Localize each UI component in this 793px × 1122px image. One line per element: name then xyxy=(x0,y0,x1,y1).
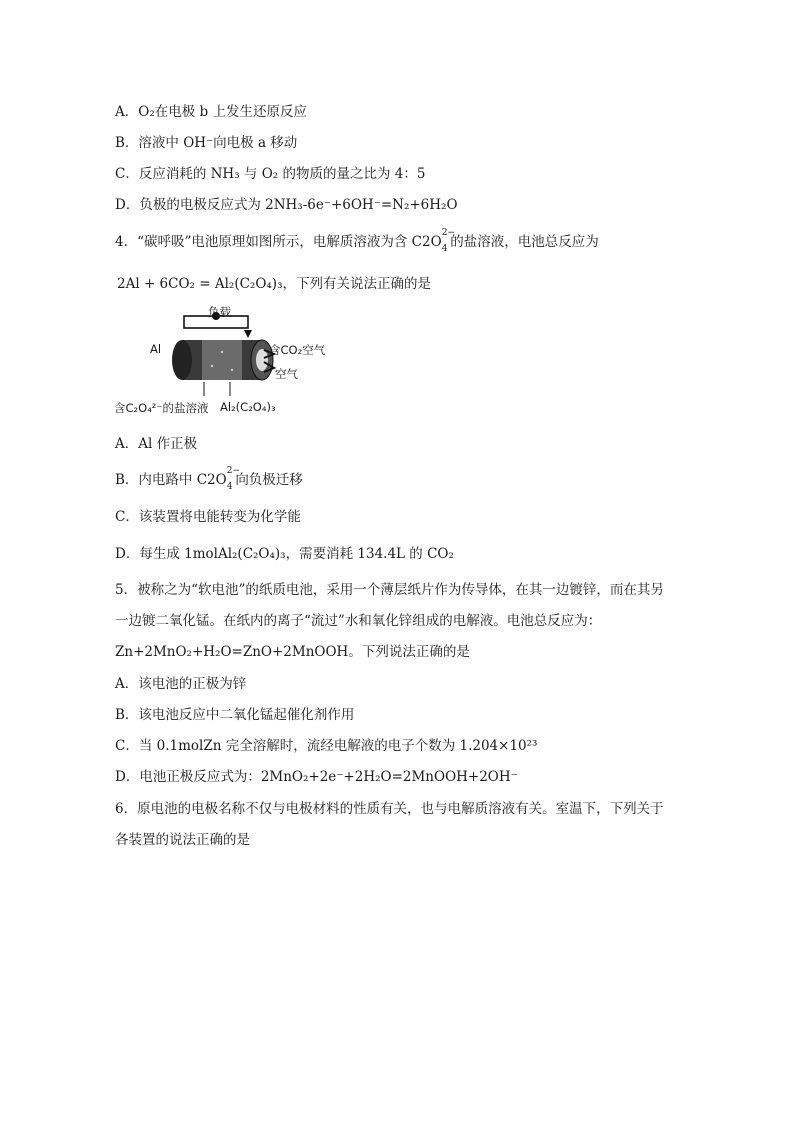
q3-option-a: A．O₂在电极 b 上发生还原反应 xyxy=(115,104,307,120)
q3-option-d: D．负极的电极反应式为 2NH₃-6e⁻+6OH⁻=N₂+6H₂O xyxy=(115,197,458,213)
al-label: Al xyxy=(150,342,162,356)
particle-dot xyxy=(221,351,223,353)
q4-stem-part3: ，下列有关说法正确的是 xyxy=(282,276,431,292)
q4-option-c: C．该装置将电能转变为化学能 xyxy=(115,509,301,525)
al-electrode-end xyxy=(172,340,192,380)
q4-option-b-part1: B．内电路中 C xyxy=(115,472,208,488)
particle-dot xyxy=(211,365,213,367)
q4-option-b-part2: 向负极迁移 xyxy=(235,472,303,488)
q3-option-b: B．溶液中 OH⁻向电极 a 移动 xyxy=(115,135,298,151)
q4-equation-line xyxy=(117,274,431,294)
load-label: 负载 xyxy=(208,305,231,319)
q4-equation: 2Al + 6CO₂ = Al₂(C₂O₄)₃ xyxy=(117,276,283,292)
q5-option-c: C．当 0.1molZn 完全溶解时，流经电解液的电子个数为 1.204×10²³ xyxy=(115,738,538,754)
q4-option-a: A．Al 作正极 xyxy=(115,436,198,452)
battery-middle xyxy=(202,340,242,380)
battery-diagram xyxy=(112,304,372,416)
q5-option-b: B．该电池反应中二氧化锰起催化剂作用 xyxy=(115,707,355,723)
particle-dot xyxy=(231,369,233,371)
q4-option-b xyxy=(115,466,303,492)
oxalate-formula: 2O 4 2− xyxy=(422,228,455,254)
wire-arrow xyxy=(244,330,252,338)
q4-stem-part2: 的盐溶液，电池总反应为 xyxy=(450,234,599,250)
q6-stem-line1: 6．原电池的电极名称不仅与电极材料的性质有关，也与电解质溶液有关。室温下，下列关于 xyxy=(115,801,664,817)
product-label: Al₂(C₂O₄)₃ xyxy=(220,400,276,414)
q5-stem-line1: 5．被称之为“软电池”的纸质电池，采用一个薄层纸片作为传导体，在其一边镀锌，而在其另 xyxy=(115,582,664,598)
q5-stem-line3: Zn+2MnO₂+H₂O=ZnO+2MnOOH。下列说法正确的是 xyxy=(115,644,470,660)
q4-stem-part1: 4．“碳呼吸”电池原理如图所示，电解质溶液为含 C xyxy=(115,234,423,250)
q5-option-d: D．电池正极反应式为：2MnO₂+2e⁻+2H₂O=2MnOOH+2OH⁻ xyxy=(115,769,518,785)
q6-stem-line2: 各装置的说法正确的是 xyxy=(115,832,250,848)
q4-stem xyxy=(115,228,599,254)
q4-option-d: D．每生成 1molAl₂(C₂O₄)₃，需要消耗 134.4L 的 CO₂ xyxy=(115,546,454,562)
co2-air-label: 含CO₂空气 xyxy=(269,343,326,357)
q5-stem-line2: 一边镀二氧化锰。在纸内的离子“流过”水和氧化锌组成的电解液。电池总反应为： xyxy=(115,613,602,629)
air-electrode-core xyxy=(256,349,268,371)
oxalate-formula: 2O 4 2− xyxy=(207,466,240,492)
solution-label: 含C₂O₄²⁻的盐溶液 xyxy=(114,401,209,415)
air-label: 空气 xyxy=(275,367,298,381)
q3-option-c: C．反应消耗的 NH₃ 与 O₂ 的物质的量之比为 4：5 xyxy=(115,166,426,182)
q5-option-a: A．该电池的正极为锌 xyxy=(115,676,247,692)
